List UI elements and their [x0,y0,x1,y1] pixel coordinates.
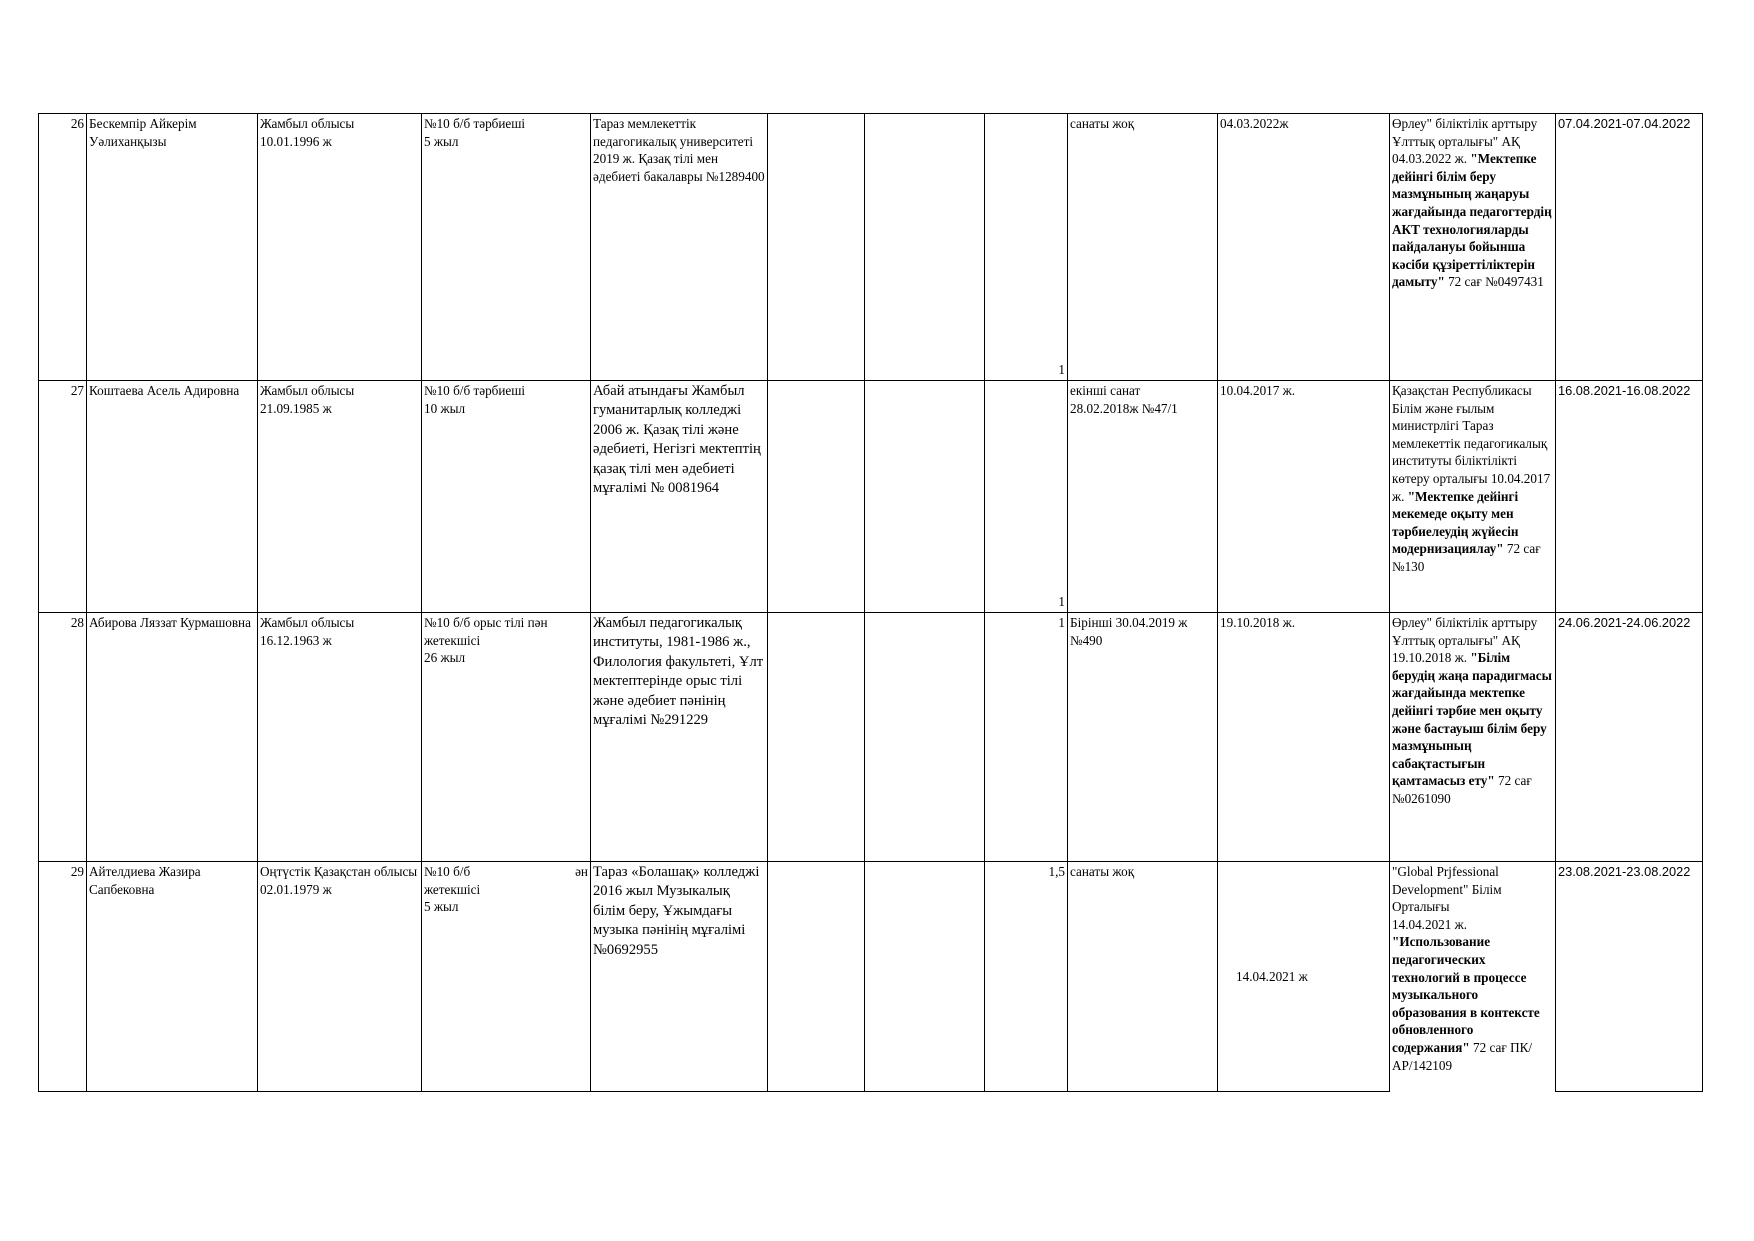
course-info [1390,613,1556,862]
position-experience: №10 б/б тәрбиеші 5 жыл [422,114,591,381]
course-provider: Өрлеу" біліктілік арттыру Ұлттық орталығы" АҚ 19.10.2018 ж. [1392,615,1538,666]
empty-cell [768,114,865,381]
attestation-date: 04.03.2022ж [1218,114,1390,381]
position-experience: №10 б/б орыс тілі пән жетекшісі 26 жыл [422,613,591,862]
region-birthdate: Оңтүстік Қазақстан облысы 02.01.1979 ж [258,862,422,1092]
category: екінші санат 28.02.2018ж №47/1 [1068,381,1218,613]
course-provider: Қазақстан Республикасы Білім және ғылым министрлігі Тараз мемлекеттік педагогикалық институты біліктілікті көтеру орталығы 10.04.2017 ж. [1392,383,1551,504]
education: Абай атындағы Жамбыл гуманитарлық колледжі 2006 ж. Қазақ тілі және әдебиеті, Негізгі мектептің қазақ тілі мен әдебиеті мұғалімі № 0081964 [591,381,768,613]
position-experience [422,862,591,1092]
attestation-date: 10.04.2017 ж. [1218,381,1390,613]
empty-cell [865,114,985,381]
row-number: 27 [39,381,87,613]
empty-cell [865,613,985,862]
row-number: 26 [39,114,87,381]
position-subject: ән [575,864,588,879]
course-title: "Мектепке дейінгі білім беру мазмұнының жаңаруы жағдайында педагогтердің АКТ технологияларды пайдалануы бойынша кәсіби құзіреттіліктерін дамыту" [1392,151,1552,290]
rate: 1 [985,381,1068,613]
empty-cell [768,613,865,862]
course-period: 07.04.2021-07.04.2022 [1556,114,1703,381]
course-info [1390,114,1556,381]
category: Бірінші 30.04.2019 ж №490 [1068,613,1218,862]
table-row [39,862,1703,1092]
region-birthdate: Жамбыл облысы 21.09.1985 ж [258,381,422,613]
staff-table [38,113,1703,1092]
empty-cell [865,862,985,1092]
course-period: 16.08.2021-16.08.2022 [1556,381,1703,613]
course-hours: 72 сағ №0261090 [1392,773,1532,806]
attestation-date [1218,862,1390,1092]
attestation-date: 19.10.2018 ж. [1218,613,1390,862]
empty-cell [768,381,865,613]
education: Тараз мемлекеттік педагогикалық университеті 2019 ж. Қазақ тілі мен әдебиеті бакалавры №1289400 [591,114,768,381]
course-hours: 72 сағ №0497431 [1444,274,1544,290]
course-provider: "Global Prjfessional Development" Білім Орталығы 14.04.2021 ж. [1392,864,1502,932]
course-provider: Өрлеу" біліктілік арттыру Ұлттық орталығы" АҚ 04.03.2022 ж. [1392,116,1538,167]
rate: 1 [985,114,1068,381]
course-title: "Использование педагогических технологий в процессе музыкального образования в контексте обновленного содержания" [1392,934,1540,1055]
table-row [39,114,1703,381]
region-birthdate: Жамбыл облысы 16.12.1963 ж [258,613,422,862]
empty-cell [768,862,865,1092]
full-name: Бескемпір Айкерім Уәлиханқызы [87,114,258,381]
course-info [1390,862,1556,1092]
attestation-date-text: 14.04.2021 ж [1236,969,1308,984]
full-name: Коштаева Асель Адировна [87,381,258,613]
category: санаты жоқ [1068,862,1218,1092]
course-title: "Мектепке дейінгі мекемеде оқыту мен тәрбиелеудің жүйесін модернизациялау" [1392,488,1519,557]
course-period: 23.08.2021-23.08.2022 [1556,862,1703,1092]
position-role: жетекшісі 5 жыл [424,881,481,915]
course-info [1390,381,1556,613]
table-row [39,613,1703,862]
row-number: 28 [39,613,87,862]
position-experience: №10 б/б тәрбиеші 10 жыл [422,381,591,613]
region-birthdate: Жамбыл облысы 10.01.1996 ж [258,114,422,381]
full-name: Абирова Ляззат Курмашовна [87,613,258,862]
education: Жамбыл педагогикалық институты, 1981-1986 ж., Филология факультеті, Ұлт мектептерінде орыс тілі және әдебиет пәнінің мұғалімі №291229 [591,613,768,862]
position-school: №10 б/б [424,864,471,879]
table-row [39,381,1703,613]
course-period: 24.06.2021-24.06.2022 [1556,613,1703,862]
row-number: 29 [39,862,87,1092]
rate: 1,5 [985,862,1068,1092]
course-hours: 72 сағ №130 [1392,541,1541,574]
course-hours: 72 сағ ПК/АР/142109 [1392,1039,1533,1073]
empty-cell [865,381,985,613]
education: Тараз «Болашақ» колледжі 2016 жыл Музыкалық білім беру, Ұжымдағы музыка пәнінің мұғалімі №0692955 [591,862,768,1092]
course-title: "Білім берудің жаңа парадигмасы жағдайында мектепке дейінгі тәрбие мен оқыту және бастауыш білім беру мазмұнының сабақтастығын қамтамасыз ету" [1392,650,1552,789]
category: санаты жоқ [1068,114,1218,381]
full-name: Айтелдиева Жазира Сапбековна [87,862,258,1092]
rate: 1 [985,613,1068,862]
